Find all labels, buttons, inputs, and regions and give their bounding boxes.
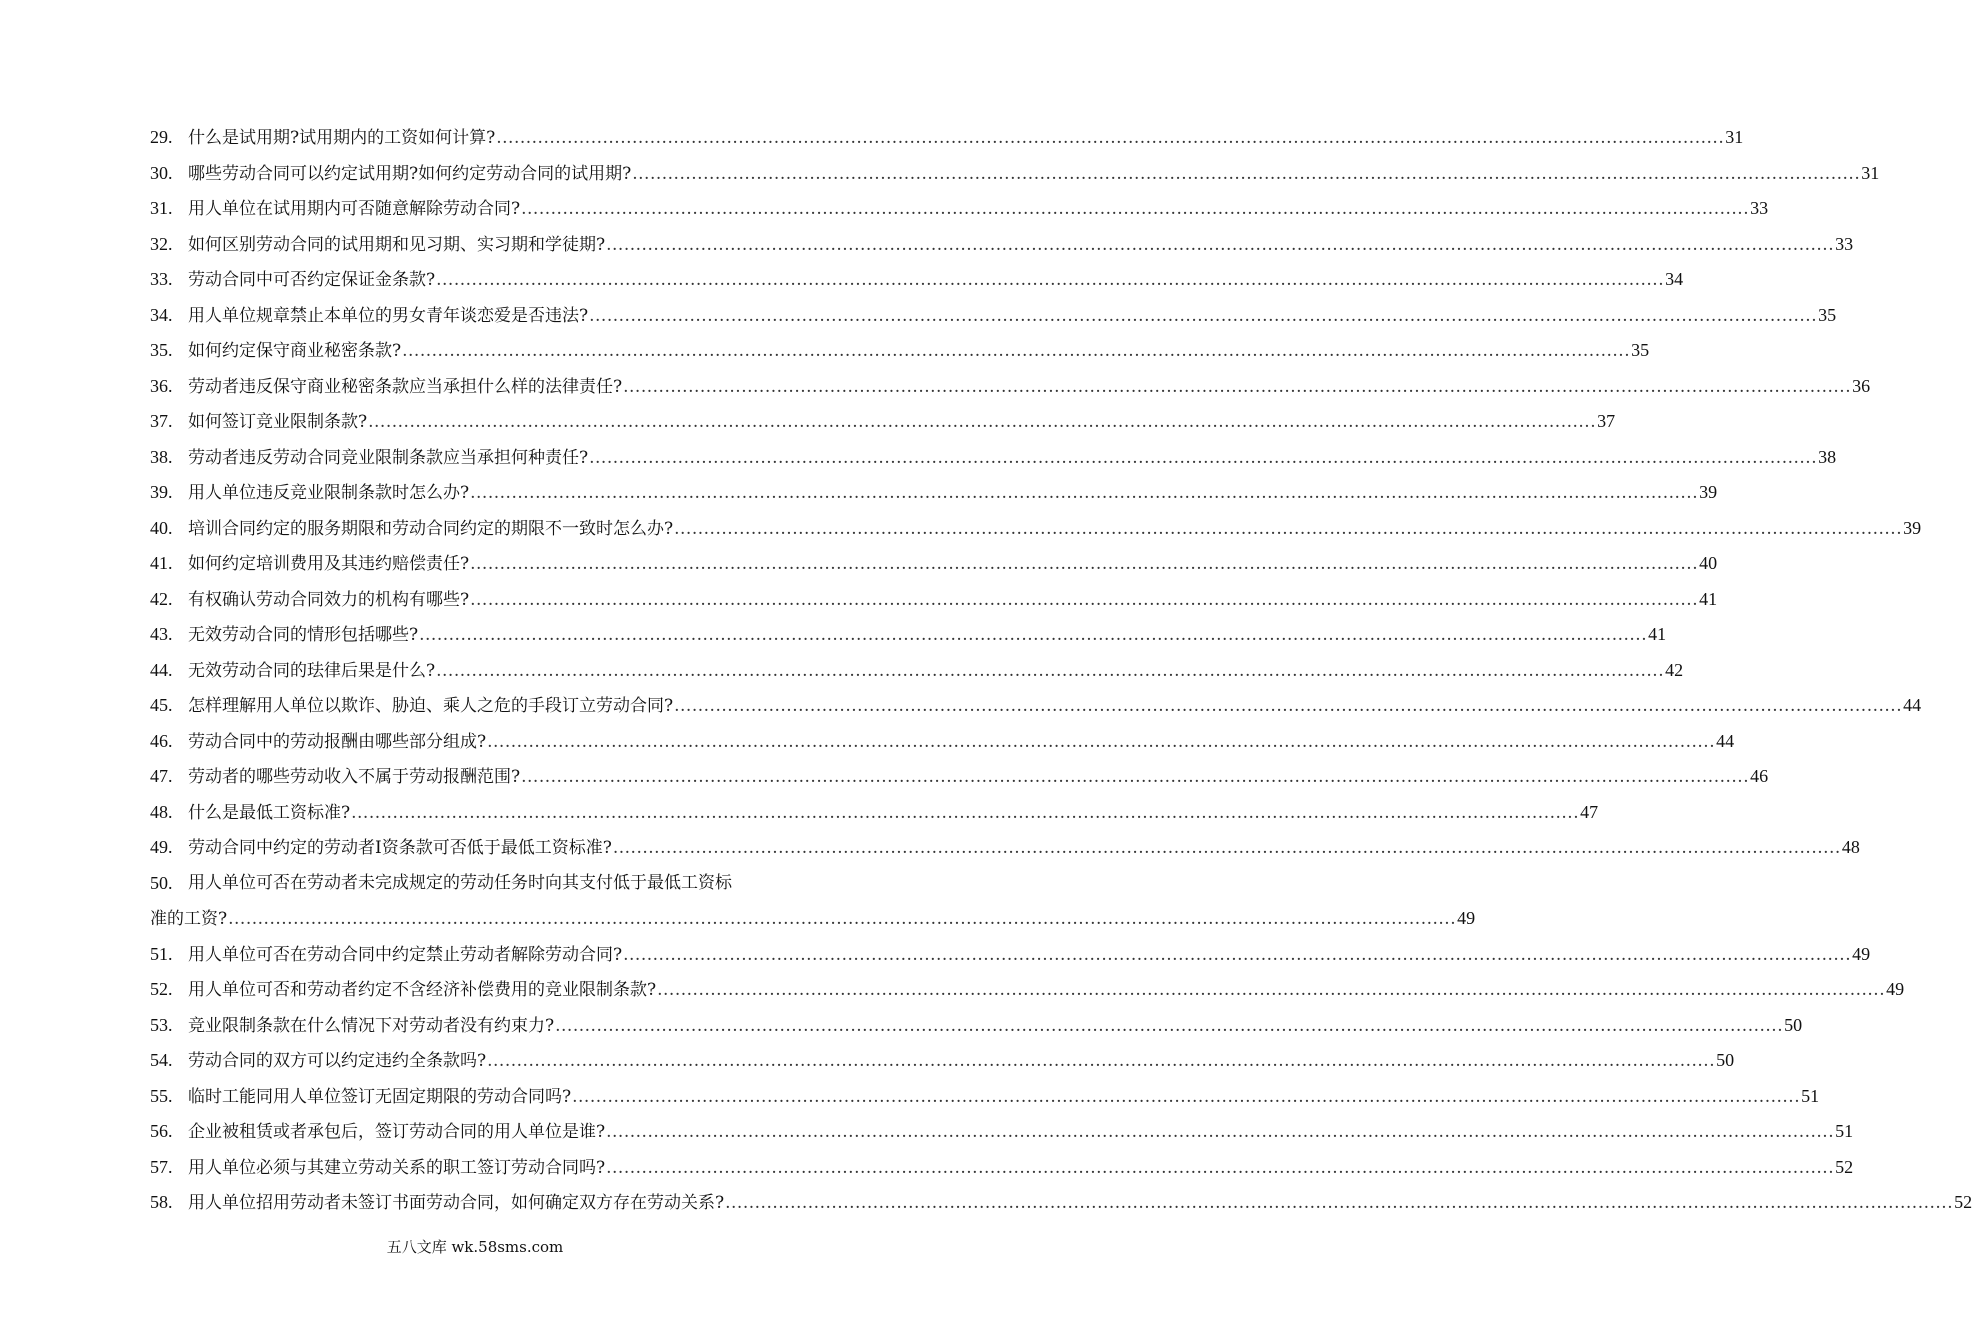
- dot-leader: [521, 192, 1749, 228]
- dot-leader: [521, 760, 1749, 796]
- toc-entry-page: 44: [1716, 730, 1735, 751]
- dot-leader: [613, 831, 1841, 867]
- toc-entry-page: 52: [1954, 1192, 1972, 1212]
- toc-entry-title: 劳动者的哪些劳动收入不属于劳动报酬范围?: [188, 767, 521, 787]
- dot-leader: [674, 512, 1902, 548]
- toc-entry-title: 用人单位规章禁止本单位的男女青年谈恋爱是否违法?: [188, 305, 589, 326]
- toc-entry-title: 临时工能同用人单位签订无固定期限的劳动合同吗?: [188, 1086, 572, 1107]
- toc-entry-number: 35.: [150, 340, 173, 360]
- dot-leader: [487, 725, 1715, 761]
- toc-entry-title: 哪些劳动合同可以约定试用期?如何约定劳动合同的试用期?: [188, 163, 632, 184]
- toc-entry: [150, 1114, 1854, 1150]
- toc-entry-number: 48.: [150, 801, 173, 822]
- toc-entry-title: 如何区别劳动合同的试用期和见习期、实习期和学徒期?: [188, 234, 606, 255]
- toc-entry-title: 劳动合同中约定的劳动者I资条款可否低于最低工资标准?: [188, 838, 612, 858]
- toc-entry-title: 竞业限制条款在什么情况下对劳动者没有约束力?: [188, 1015, 555, 1036]
- toc-entry-page: 41: [1648, 624, 1667, 644]
- dot-leader: [470, 476, 1698, 512]
- dot-leader: [496, 121, 1724, 157]
- toc-entry-title: 用人单位违反竞业限制条款时怎么办?: [188, 483, 470, 503]
- toc-entry-number: 52.: [150, 979, 173, 999]
- dot-leader: [436, 654, 1664, 690]
- toc-entry-number: 45.: [150, 695, 173, 715]
- toc-entry: [150, 972, 1905, 1008]
- toc-entry: [150, 191, 1769, 227]
- toc-entry-number: 54.: [150, 1050, 173, 1070]
- toc-entry-number: 37.: [150, 411, 173, 431]
- toc-entry-title: 劳动合同中的劳动报酬由哪些部分组成?: [188, 731, 487, 752]
- dot-leader: [228, 902, 1456, 938]
- dot-leader: [487, 1044, 1715, 1080]
- toc-entry-number: 38.: [150, 446, 173, 467]
- toc-entry: [150, 369, 1871, 405]
- dot-leader: [606, 1115, 1834, 1151]
- dot-leader: [606, 228, 1834, 264]
- toc-entry: [150, 617, 1667, 653]
- toc-entry: [150, 404, 1616, 440]
- toc-entry: [150, 795, 1599, 831]
- toc-entry-number: 41.: [150, 553, 173, 573]
- toc-entry-title: 劳动合同的双方可以约定违约全条款吗?: [188, 1051, 487, 1071]
- toc-entry-title: 劳动者违反劳动合同竞业限制条款应当承担何种责任?: [188, 447, 589, 468]
- toc-entry-title: 什么是最低工资标准?: [188, 802, 351, 823]
- toc-entry-page: 49: [1886, 979, 1905, 999]
- toc-entry: [150, 830, 1860, 866]
- toc-entry-number: 32.: [150, 233, 173, 254]
- toc-entry-page: 44: [1903, 695, 1922, 715]
- toc-entry-page: 39: [1903, 517, 1922, 538]
- toc-entry-number: 49.: [150, 837, 173, 857]
- toc-entry: [150, 1008, 1803, 1044]
- toc-entry: [150, 227, 1854, 263]
- dot-leader: [436, 263, 1664, 299]
- toc-entry-number: 31.: [150, 198, 173, 218]
- toc-entry-page: 51: [1801, 1085, 1820, 1106]
- dot-leader: [555, 1009, 1783, 1045]
- toc-entry-number: 36.: [150, 375, 173, 396]
- toc-entry-page: 33: [1750, 198, 1769, 218]
- dot-leader: [402, 334, 1630, 370]
- toc-entry: [150, 688, 1922, 724]
- toc-entry: [150, 546, 1718, 582]
- toc-entry-number: 34.: [150, 304, 173, 325]
- toc-entry-number: 40.: [150, 517, 173, 538]
- toc-entry-number: 30.: [150, 162, 173, 183]
- toc-entry-page: 47: [1580, 801, 1599, 822]
- toc-entry-number: 57.: [150, 1156, 173, 1177]
- toc-entry-page: 35: [1631, 340, 1650, 360]
- toc-entry: [150, 759, 1769, 795]
- dot-leader: [725, 1186, 1953, 1222]
- toc-entry-number: 44.: [150, 659, 173, 680]
- toc-entry-page: 50: [1716, 1050, 1735, 1070]
- dot-leader: [470, 583, 1698, 619]
- dot-leader: [589, 299, 1817, 335]
- dot-leader: [657, 973, 1885, 1009]
- toc-entry-title: 如何签订竞业限制条款?: [188, 412, 368, 432]
- toc-entry: [150, 1150, 1854, 1186]
- toc-entry-page: 36: [1852, 375, 1871, 396]
- toc-entry: [150, 475, 1718, 511]
- toc-entry: [150, 440, 1837, 476]
- toc-entry-number: 51.: [150, 943, 173, 964]
- toc-entry: [150, 653, 1684, 689]
- toc-entry: [150, 298, 1837, 334]
- toc-entry: [150, 262, 1684, 298]
- toc-entry-title: 有权确认劳动合同效力的机构有哪些?: [188, 589, 470, 610]
- toc-entry-number: 43.: [150, 624, 173, 644]
- dot-leader: [351, 796, 1579, 832]
- dot-leader: [572, 1080, 1800, 1116]
- toc-entry-number: 47.: [150, 766, 173, 786]
- table-of-contents: [150, 120, 1972, 1221]
- toc-entry: [150, 1079, 1820, 1115]
- toc-entry: [150, 120, 1744, 156]
- toc-entry: [150, 511, 1922, 547]
- toc-entry-page: 48: [1841, 837, 1860, 857]
- toc-entry-page: 40: [1699, 553, 1718, 573]
- dot-leader: [589, 441, 1817, 477]
- toc-entry-page: 51: [1835, 1121, 1854, 1141]
- toc-entry-page: 31: [1861, 162, 1880, 183]
- dot-leader: [632, 157, 1860, 193]
- dot-leader: [470, 547, 1698, 583]
- page-footer: 五八文库 wk.58sms.com: [386, 1238, 564, 1256]
- toc-entry: [150, 1043, 1735, 1079]
- toc-entry-title: 无效劳动合同的情形包括哪些?: [188, 625, 419, 645]
- toc-entry-number: 33.: [150, 269, 173, 289]
- dot-leader: [623, 938, 1851, 974]
- toc-entry: [150, 333, 1650, 369]
- toc-entry-number: 50.: [150, 872, 173, 893]
- dot-leader: [623, 370, 1851, 406]
- toc-entry: [150, 937, 1871, 973]
- toc-entry-title: 如何约定培训费用及其违约赔偿责任?: [188, 554, 470, 574]
- toc-entry-title-continued: 准的工资?: [150, 909, 228, 929]
- toc-entry-page: 34: [1665, 269, 1684, 289]
- toc-entry-number: 56.: [150, 1121, 173, 1141]
- toc-entry: [150, 1185, 1972, 1221]
- toc-entry: [150, 582, 1718, 618]
- toc-entry: [150, 866, 1476, 937]
- toc-entry-page: 39: [1699, 482, 1718, 502]
- toc-entry-page: 49: [1852, 943, 1871, 964]
- toc-entry-page: 42: [1665, 659, 1684, 680]
- toc-entry-title: 无效劳动合同的珐律后果是什么?: [188, 660, 436, 681]
- toc-entry-title: 用人单位在试用期内可否随意解除劳动合同?: [188, 199, 521, 219]
- toc-entry-title: 什么是试用期?试用期内的工资如何计算?: [188, 128, 496, 148]
- toc-entry-number: 55.: [150, 1085, 173, 1106]
- toc-entry-title: 培训合同约定的服务期限和劳动合同约定的期限不一致时怎么办?: [188, 518, 674, 539]
- toc-entry-title: 企业被租赁或者承包后，签订劳动合同的用人单位是谁?: [188, 1122, 606, 1142]
- toc-entry-title: 劳动者违反保守商业秘密条款应当承担什么样的法律责任?: [188, 376, 623, 397]
- toc-entry-number: 46.: [150, 730, 173, 751]
- toc-entry-page: 37: [1597, 411, 1616, 431]
- toc-entry-page: 50: [1784, 1014, 1803, 1035]
- dot-leader: [368, 405, 1596, 441]
- toc-entry-page: 41: [1699, 588, 1718, 609]
- toc-entry-number: 53.: [150, 1014, 173, 1035]
- toc-entry-page: 33: [1835, 233, 1854, 254]
- toc-entry-page: 49: [1457, 908, 1476, 928]
- toc-entry-number: 58.: [150, 1192, 173, 1212]
- toc-entry: [150, 724, 1735, 760]
- toc-entry-page: 35: [1818, 304, 1837, 325]
- toc-entry-title: 用人单位招用劳动者未签订书面劳动合同，如何确定双方存在劳动关系?: [188, 1193, 725, 1213]
- toc-entry-title: 如何约定保守商业秘密条款?: [188, 341, 402, 361]
- toc-entry-number: 29.: [150, 127, 173, 147]
- toc-entry-title: 怎样理解用人单位以欺诈、胁迫、乘人之危的手段订立劳动合同?: [188, 696, 674, 716]
- toc-entry-title: 劳动合同中可否约定保证金条款?: [188, 270, 436, 290]
- toc-entry-page: 38: [1818, 446, 1837, 467]
- toc-entry-page: 31: [1725, 127, 1744, 147]
- toc-entry-title: 用人单位可否在劳动合同中约定禁止劳动者解除劳动合同?: [188, 944, 623, 965]
- toc-entry-number: 39.: [150, 482, 173, 502]
- dot-leader: [606, 1151, 1834, 1187]
- toc-entry-page: 52: [1835, 1156, 1854, 1177]
- toc-entry-title: 用人单位必须与其建立劳动关系的职工签订劳动合同吗?: [188, 1157, 606, 1178]
- toc-entry-title: 用人单位可否在劳动者未完成规定的劳动任务时向其支付低于最低工资标: [188, 872, 732, 893]
- toc-entry-page: 46: [1750, 766, 1769, 786]
- toc-entry-title: 用人单位可否和劳动者约定不含经济补偿费用的竞业限制条款?: [188, 980, 657, 1000]
- dot-leader: [419, 618, 1647, 654]
- toc-entry-number: 42.: [150, 588, 173, 609]
- toc-entry: [150, 156, 1880, 192]
- dot-leader: [674, 689, 1902, 725]
